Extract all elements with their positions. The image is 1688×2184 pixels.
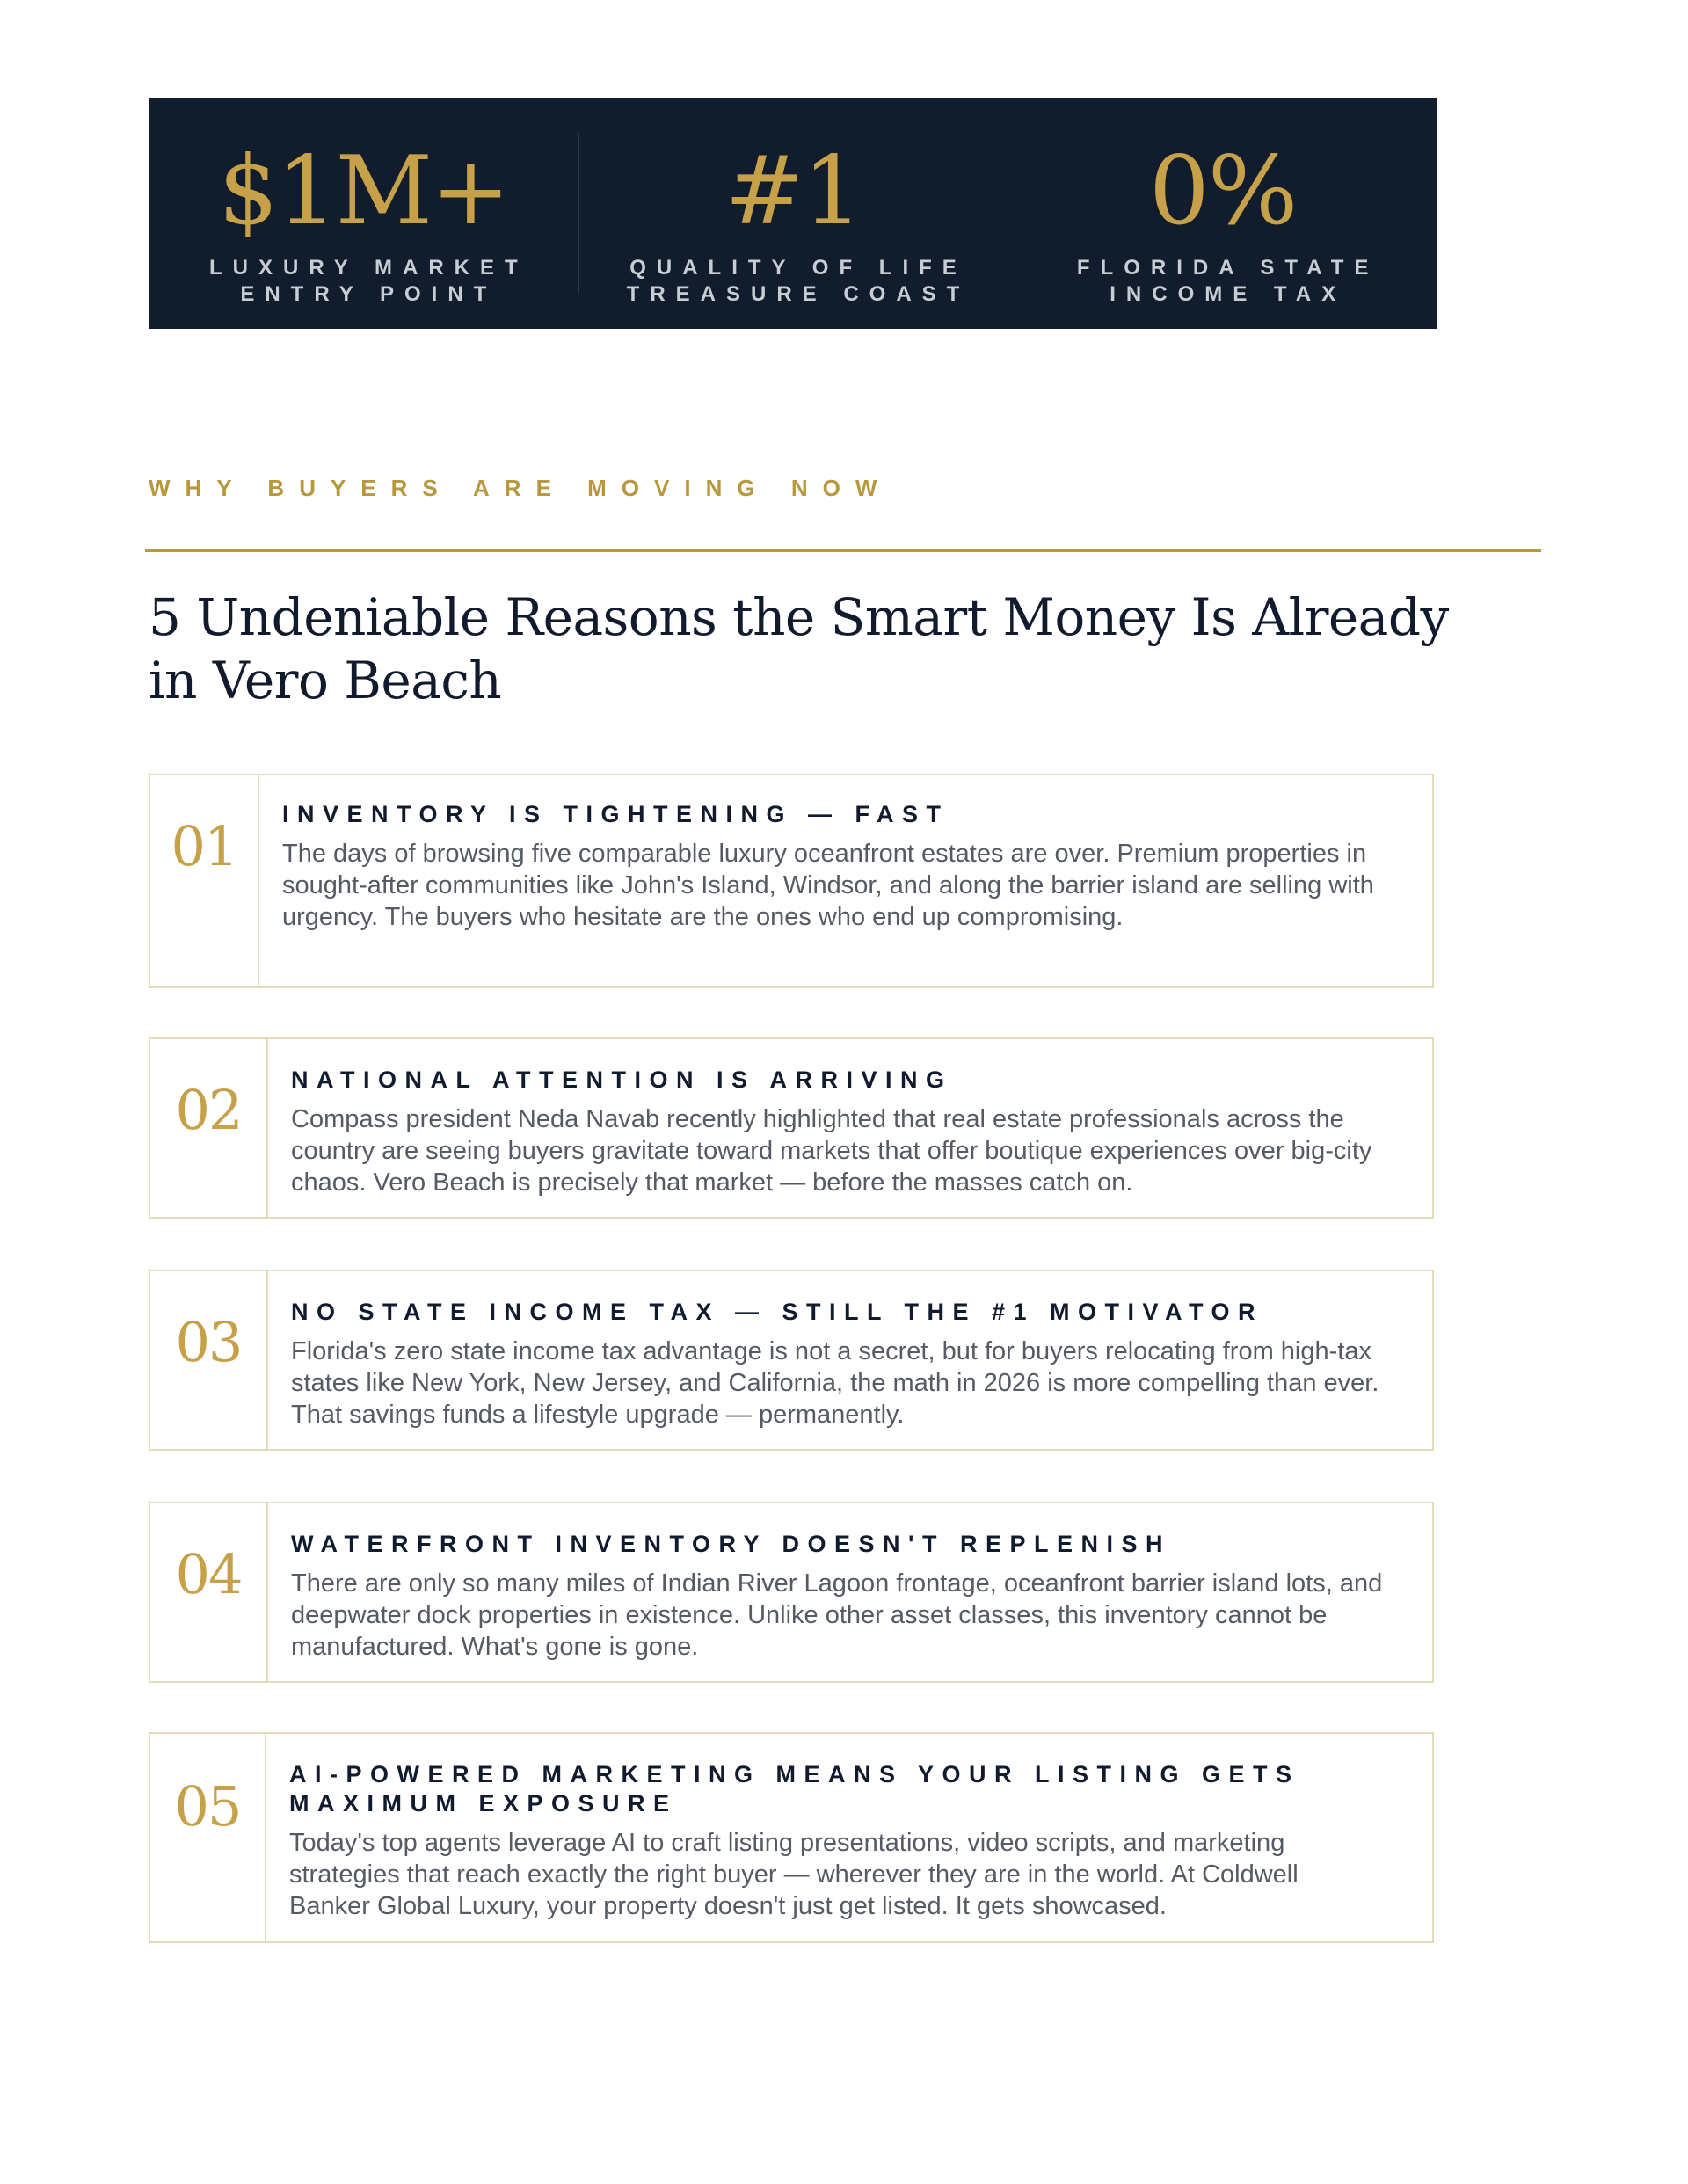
stat-value: #1 [724,136,862,246]
stat-label: QUALITY OF LIFE TREASURE COAST [626,256,971,306]
reason-title: INVENTORY IS TIGHTENING — FAST [282,801,950,827]
reason-number: 05 [174,1774,241,1838]
reason-card-04 [149,1502,1434,1683]
reason-number: 01 [171,814,237,878]
reason-number: 04 [175,1542,242,1606]
stat-value: $1M+ [218,136,509,246]
reason-card-01 [149,774,1434,988]
stats-band [149,98,1437,329]
reason-body [268,1271,1432,1449]
reason-title: WATERFRONT INVENTORY DOESN'T REPLENISH [291,1531,1171,1557]
reason-number-column [150,1271,268,1449]
reason-body [266,1734,1432,1941]
reason-card-05 [149,1732,1434,1943]
reason-card-03 [149,1270,1434,1451]
stat-label: FLORIDA STATE INCOME TAX [1076,256,1379,306]
stat-label: LUXURY MARKET ENTRY POINT [209,256,528,306]
reason-title: AI-POWERED MARKETING MEANS YOUR LISTING GETS MAXIMUM EXPOSURE [289,1761,1300,1816]
stat-quality-of-life [578,98,1008,329]
reason-body [268,1039,1432,1217]
reason-text: Florida's zero state income tax advantage is not a secret, but for buyers relocating from high-tax states like New York, New Jersey, and California, the math in 2026 is more compelling than ever. That savings funds a lifestyle upgrade — permanently. [291,1337,1379,1429]
page-title: 5 Undeniable Reasons the Smart Money Is Already in Vero Beach [149,587,1449,710]
reason-text: There are only so many miles of Indian River Lagoon frontage, oceanfront barrier island lots, and deepwater dock properties in existence. Unlike other asset classes, this inventory cannot be manufactured. What's gone is gone. [291,1569,1383,1661]
section-eyebrow: WHY BUYERS ARE MOVING NOW [149,475,892,501]
reason-body [268,1503,1432,1681]
reason-body [259,775,1432,986]
reason-text: Today's top agents leverage AI to craft listing presentations, video scripts, and marketing strategies that reach exactly the right buyer — wherever they are in the world. At Coldwell Banker Global Luxury, your property doesn't just get listed. It gets showcased. [289,1829,1299,1920]
reason-number-column [150,775,259,986]
reason-number-column [150,1039,268,1217]
reason-title: NO STATE INCOME TAX — STILL THE #1 MOTIVATOR [291,1299,1264,1325]
reason-title: NATIONAL ATTENTION IS ARRIVING [291,1067,953,1093]
reason-text: The days of browsing five comparable luxury oceanfront estates are over. Premium properties in sought-after communities like John's Island, Windsor, and along the barrier island are selling with urgency. The buyers who hesitate are the ones who end up compromising. [282,840,1374,931]
reason-number-column [150,1734,266,1941]
stat-value: 0% [1149,136,1297,246]
stat-luxury-entry [149,98,578,329]
reason-text: Compass president Neda Navab recently highlighted that real estate professionals across the country are seeing buyers gravitate toward markets that offer boutique experiences over big-city chaos. Vero Beach is precisely that market — before the masses catch on. [291,1105,1372,1197]
reason-number-column [150,1503,268,1681]
reason-number: 03 [175,1310,242,1374]
gold-divider [145,549,1541,552]
reason-number: 02 [175,1078,242,1142]
reason-card-02 [149,1037,1434,1219]
stat-income-tax [1008,98,1437,329]
